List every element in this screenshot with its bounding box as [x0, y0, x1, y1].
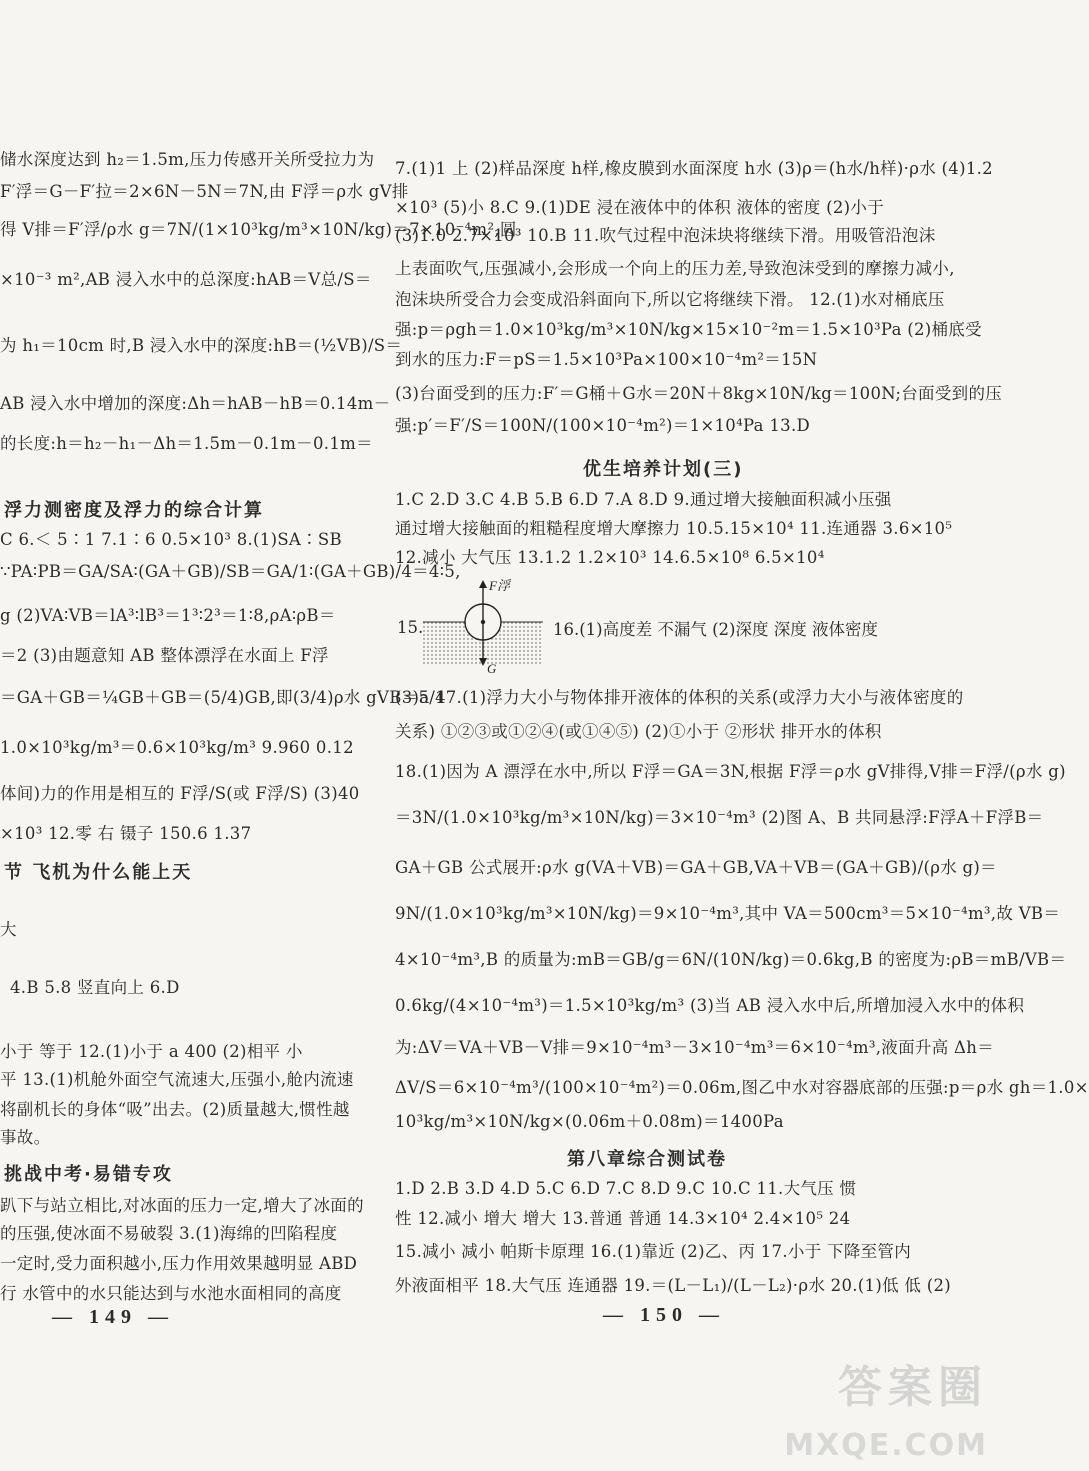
- text-line: 事故。: [0, 1128, 51, 1147]
- text-line: 行 水管中的水只能达到与水池水面相同的高度: [0, 1284, 342, 1303]
- text-line: 大: [0, 920, 17, 939]
- text-line: (3)1.0 2.7×10³ 10.B 11.吹气过程中泡沫块将继续下滑。用吸管沿泡沫: [395, 226, 936, 245]
- text-line: g (2)VA∶VB＝lA³∶lB³＝1³∶2³＝1∶8,ρA∶ρB＝: [0, 606, 336, 625]
- text-line: 1.C 2.D 3.C 4.B 5.B 6.D 7.A 8.D 9.通过增大接触面积减小压强: [395, 490, 892, 509]
- floating-ball-diagram: [423, 578, 543, 674]
- text-line: ∵PA∶PB＝GA/SA∶(GA＋GB)/SB＝GA/1∶(GA＋GB)/4＝4∶5,: [0, 562, 461, 581]
- text-line: (3)a 17.(1)浮力大小与物体排开液体的体积的关系(或浮力大小与液体密度的: [395, 688, 964, 707]
- section-title: 优生培养计划(三): [583, 459, 744, 480]
- page-number: — 149 —: [52, 1306, 174, 1328]
- text-line: ＝GA＋GB＝¼GB＋GB＝(5/4)GB,即(3/4)ρ水 gVB＝5/4: [0, 688, 446, 707]
- question-label: 15.: [397, 618, 424, 637]
- text-line: 的长度:h＝h₂－h₁－Δh＝1.5m－0.1m－0.1m＝: [0, 434, 373, 453]
- text-line: 通过增大接触面的粗糙程度增大摩擦力 10.5.15×10⁴ 11.连通器 3.6×10⁵: [395, 519, 953, 538]
- section-heading: 浮力测密度及浮力的综合计算: [4, 500, 264, 521]
- text-line: GA＋GB 公式展开:ρ水 g(VA＋VB)＝GA＋GB,VA＋VB＝(GA＋GB)/(ρ水 g)＝: [395, 858, 997, 877]
- text-line: (3)台面受到的压力:F′＝G桶＋G水＝20N＋8kg×10N/kg＝100N;台面受到的压: [395, 384, 1003, 403]
- text-line: 4.B 5.8 竖直向上 6.D: [10, 978, 180, 997]
- arrow-head-up-icon: [479, 580, 487, 588]
- force-down-label: G: [487, 661, 497, 676]
- text-line: 9N/(1.0×10³kg/m³×10N/kg)＝9×10⁻⁴m³,其中 VA＝500cm³＝5×10⁻⁴m³,故 VB＝: [395, 904, 1061, 923]
- text-line: 1.D 2.B 3.D 4.D 5.C 6.D 7.C 8.D 9.C 10.C 11.大气压 惯: [395, 1179, 857, 1198]
- text-line: 7.(1)1 上 (2)样品深度 h样,橡皮膜到水面深度 h水 (3)ρ＝(h水/h样)·ρ水 (4)1.2: [395, 159, 993, 178]
- text-line: 强:p′＝F′/S＝100N/(100×10⁻⁴m²)＝1×10⁴Pa 13.D: [395, 416, 811, 435]
- text-line: 为 h₁＝10cm 时,B 浸入水中的深度:hB＝(½VB)/S＝: [0, 336, 403, 355]
- text-line: 15.减小 减小 帕斯卡原理 16.(1)靠近 (2)乙、丙 17.小于 下降至管内: [395, 1242, 912, 1261]
- text-line: ＝3N/(1.0×10³kg/m³×10N/kg)＝3×10⁻⁴m³ (2)图 A、B 共同悬浮:F浮A＋F浮B＝: [395, 808, 1044, 827]
- text-line: 将副机长的身体“吸”出去。(2)质量越大,惯性越: [0, 1100, 350, 1119]
- center-point: [481, 620, 485, 624]
- text-line: 泡沫块所受合力会变成沿斜面向下,所以它将继续下滑。 12.(1)水对桶底压: [395, 290, 945, 309]
- page-number: — 150 —: [603, 1304, 725, 1326]
- text-line: 1.0×10³kg/m³＝0.6×10³kg/m³ 9.960 0.12: [0, 738, 354, 757]
- text-line: 外液面相平 18.大气压 连通器 19.＝(L－L₁)/(L－L₂)·ρ水 20.(1)低 低 (2): [395, 1276, 952, 1295]
- text-line: 4×10⁻⁴m³,B 的质量为:mB＝GB/g＝6N/(10N/kg)＝0.6kg,B 的密度为:ρB＝mB/VB＝: [395, 950, 1067, 969]
- text-line: 性 12.减小 增大 增大 13.普通 普通 14.3×10⁴ 2.4×10⁵ 24: [395, 1209, 851, 1228]
- text-line: 上表面吹气,压强减小,会形成一个向上的压力差,导致泡沫受到的摩擦力减小,: [395, 259, 955, 278]
- text-line: ×10³ 12.零 右 镊子 150.6 1.37: [0, 824, 252, 843]
- text-line: 体间)力的作用是相互的 F浮/S(或 F浮/S) (3)40: [0, 784, 360, 803]
- text-line: AB 浸入水中增加的深度:Δh＝hAB－hB＝0.14m－: [0, 394, 391, 413]
- text-line: 0.6kg/(4×10⁻⁴m³)＝1.5×10³kg/m³ (3)当 AB 浸入水中后,所增加浸入水中的体积: [395, 996, 1025, 1015]
- section-title: 第八章综合测试卷: [567, 1149, 727, 1170]
- text-line: 一定时,受力面积越小,压力作用效果越明显 ABD: [0, 1254, 358, 1273]
- left-page: [0, 0, 517, 1471]
- watermark-logo: 答案圈: [838, 1362, 988, 1413]
- text-line: 到水的压力:F＝pS＝1.5×10³Pa×100×10⁻⁴m²＝15N: [395, 350, 818, 369]
- right-page: [395, 0, 1089, 1471]
- text-line: C 6.＜ 5∶1 7.1∶6 0.5×10³ 8.(1)SA∶SB: [0, 530, 342, 549]
- watermark: [778, 1351, 988, 1463]
- section-heading: 挑战中考·易错专攻: [4, 1164, 173, 1185]
- text-line: 趴下与站立相比,对冰面的压力一定,增大了冰面的: [0, 1196, 364, 1215]
- text-line: 小于 等于 12.(1)小于 a 400 (2)相平 小: [0, 1042, 303, 1061]
- text-line: 强:p＝ρgh＝1.0×10³kg/m³×10N/kg×15×10⁻²m＝1.5×10³Pa (2)桶底受: [395, 320, 982, 339]
- text-line: ΔV/S＝6×10⁻⁴m³/(100×10⁻⁴m²)＝0.06m,图乙中水对容器底部的压强:p＝ρ水 gh＝1.0×: [395, 1078, 1089, 1097]
- text-line: 为:ΔV＝VA＋VB－V排＝9×10⁻⁴m³－3×10⁻⁴m³＝6×10⁻⁴m³,液面升高 Δh＝: [395, 1038, 994, 1057]
- text-line: 10³kg/m³×10N/kg×(0.06m＋0.08m)＝1400Pa: [395, 1112, 784, 1131]
- text-line: 16.(1)高度差 不漏气 (2)深度 深度 液体密度: [553, 620, 878, 639]
- text-line: ×10⁻³ m²,AB 浸入水中的总深度:hAB＝V总/S＝: [0, 270, 372, 289]
- text-line: 储水深度达到 h₂＝1.5m,压力传感开关所受拉力为: [0, 150, 375, 169]
- text-line: 的压强,使冰面不易破裂 3.(1)海绵的凹陷程度: [0, 1224, 338, 1243]
- text-line: 关系) ①②③或①②④(或①④⑤) (2)①小于 ②形状 排开水的体积: [395, 722, 882, 741]
- text-line: 得 V排＝F′浮/ρ水 g＝7N/(1×10³kg/m³×10N/kg)＝7×10⁻⁴m²,圆: [0, 220, 517, 239]
- watermark-url: MXQE.COM: [784, 1428, 988, 1463]
- text-line: 平 13.(1)机舱外面空气流速大,压强小,舱内流速: [0, 1070, 354, 1089]
- text-line: F′浮＝G－F′拉＝2×6N－5N＝7N,由 F浮＝ρ水 gV排: [0, 182, 409, 201]
- text-line: ×10³ (5)小 8.C 9.(1)DE 浸在液体中的体积 液体的密度 (2)小于: [395, 198, 885, 217]
- text-line: 18.(1)因为 A 漂浮在水中,所以 F浮＝GA＝3N,根据 F浮＝ρ水 gV排得,V排＝F浮/(ρ水 g): [395, 762, 1066, 781]
- buoyancy-figure: [397, 578, 923, 676]
- text-line: ＝2 (3)由题意知 AB 整体漂浮在水面上 F浮: [0, 646, 329, 665]
- text-line: 12.减小 大气压 13.1.2 1.2×10³ 14.6.5×10⁸ 6.5×10⁴: [395, 548, 825, 567]
- section-heading: 节 飞机为什么能上天: [4, 862, 193, 883]
- force-up-label: F浮: [489, 578, 510, 593]
